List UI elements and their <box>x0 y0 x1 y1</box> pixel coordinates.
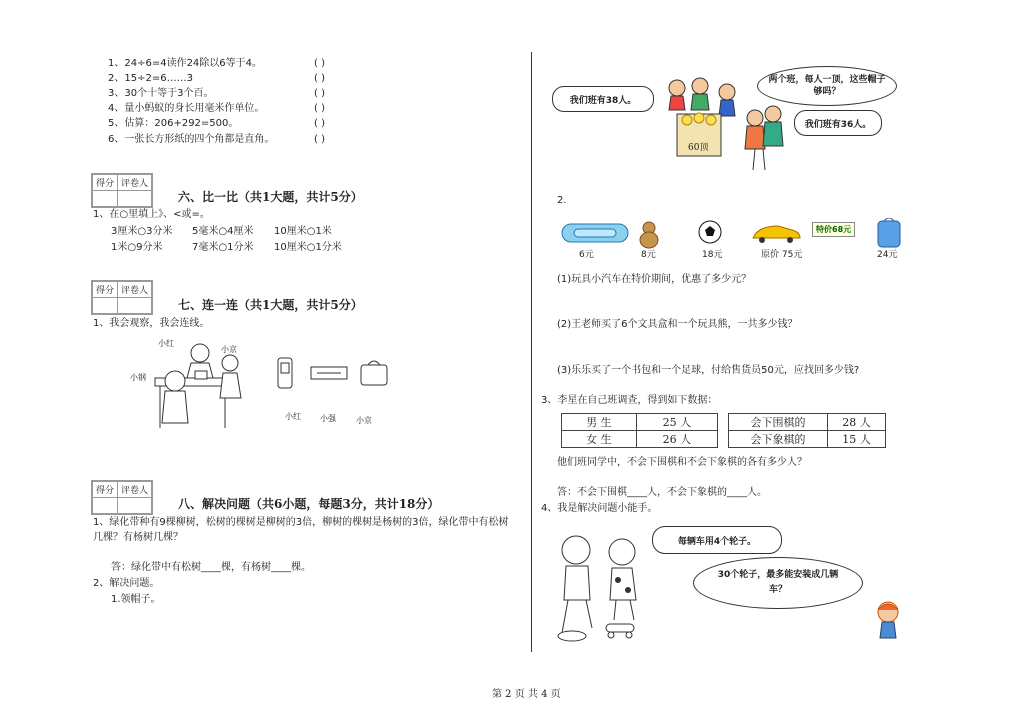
score-box <box>91 480 153 515</box>
question-text: 几棵？有杨树几棵？ <box>93 532 183 543</box>
table-cell: 28 人 <box>827 414 885 431</box>
question-text: 他们班同学中，不会下围棋和不会下象棋的各有多少人？ <box>557 457 807 468</box>
question-text: (2)王老师买了6个文具盒和一个玩具熊，一共多少钱？ <box>557 319 798 330</box>
speech-bubble: 两个班，每人一顶，这些帽子够吗？ <box>757 66 897 106</box>
judge-item: 5、估算：206+292=500。 <box>108 118 239 129</box>
speech-bubble: 我们班有36人。 <box>794 110 882 136</box>
reviewer-cell[interactable] <box>118 191 152 207</box>
kid-name-label: 小红 <box>158 339 174 348</box>
question-text: 1、在○里填上》、<或=。 <box>93 209 210 220</box>
answer-paren[interactable]: ( ) <box>314 103 325 114</box>
score-label: 得分 <box>93 175 118 191</box>
answer-text[interactable]: 答：不会下围棋____人，不会下象棋的____人。 <box>557 487 767 498</box>
table-cell: 会下象棋的 <box>729 431 828 448</box>
object-name-label: 小红 <box>285 412 301 421</box>
speech-bubble: 每辆车用4个轮子。 <box>652 526 782 554</box>
score-cell[interactable] <box>93 191 118 207</box>
compare-item: 1米○9分米 <box>111 242 163 253</box>
speech-bubble: 30个轮子，最多能安装成几辆车？ <box>693 557 863 609</box>
page-footer: 第 2 页 共 4 页 <box>492 689 561 700</box>
price-label: 8元 <box>641 250 656 260</box>
question-text: 2、解决问题。 <box>93 578 160 589</box>
section-title: 八、解决问题（共6小题，每题3分，共计18分） <box>178 497 440 511</box>
objects-illustration <box>273 355 393 395</box>
compare-item: 10厘米○1分米 <box>274 242 342 253</box>
kid-name-label: 小钢 <box>130 373 146 382</box>
reviewer-label: 评卷人 <box>118 175 152 191</box>
reviewer-cell[interactable] <box>118 298 152 314</box>
survey-table-gender <box>561 413 718 448</box>
answer-text[interactable]: 答：绿化带中有松树____棵，有杨树____棵。 <box>111 562 311 573</box>
question-text: 1.领帽子。 <box>111 594 161 605</box>
price-label: 24元 <box>877 250 898 260</box>
object-name-label: 小京 <box>356 416 372 425</box>
score-cell[interactable] <box>93 498 118 514</box>
reviewer-label: 评卷人 <box>118 282 152 298</box>
section-title: 七、连一连（共1大题，共计5分） <box>178 298 363 312</box>
question-text: 3、李星在自己班调查，得到如下数据： <box>541 395 718 406</box>
question-number: 2. <box>557 195 567 206</box>
question-text: 1、绿化带种有9棵柳树，松树的棵树是柳树的3倍，柳树的棵树是杨树的3倍，绿化带中有松树 <box>93 517 509 528</box>
answer-paren[interactable]: ( ) <box>314 134 325 145</box>
kids-with-hats-illustration <box>655 74 795 174</box>
column-divider <box>531 52 532 652</box>
survey-table-chess <box>728 413 886 448</box>
judge-item: 4、量小蚂蚁的身长用毫米作单位。 <box>108 103 265 114</box>
table-cell: 25 人 <box>636 414 717 431</box>
special-price-tag: 特价68元 <box>812 222 855 237</box>
answer-paren[interactable]: ( ) <box>314 73 325 84</box>
answer-paren[interactable]: ( ) <box>314 118 325 129</box>
price-label: 6元 <box>579 250 594 260</box>
score-cell[interactable] <box>93 298 118 314</box>
kids-on-scooters-illustration <box>548 528 658 648</box>
table-cell: 女 生 <box>562 431 637 448</box>
table-cell: 男 生 <box>562 414 637 431</box>
section-title: 六、比一比（共1大题，共计5分） <box>178 190 363 204</box>
kid-name-label: 小京 <box>221 345 237 354</box>
score-box <box>91 280 153 315</box>
compare-item: 10厘米○1米 <box>274 226 332 237</box>
price-label: 原价 75元 <box>761 250 803 260</box>
kids-at-table-illustration <box>125 333 265 433</box>
table-cell: 26 人 <box>636 431 717 448</box>
judge-item: 3、30个十等于3个百。 <box>108 88 214 99</box>
compare-item: 7毫米○1分米 <box>192 242 254 253</box>
compare-item: 5毫米○4厘米 <box>192 226 254 237</box>
object-name-label: 小强 <box>320 414 336 423</box>
reviewer-cell[interactable] <box>118 498 152 514</box>
judge-item: 1、24÷6=4读作24除以6等于4。 <box>108 58 263 69</box>
judge-item: 2、15÷2=6……3 <box>108 73 193 84</box>
score-label: 得分 <box>93 282 118 298</box>
price-label: 18元 <box>702 250 723 260</box>
judge-item: 6、一张长方形纸的四个角都是直角。 <box>108 134 275 145</box>
question-text: (3)乐乐买了一个书包和一个足球，付给售货员50元，应找回多少钱? <box>557 365 860 376</box>
question-text: 1、我会观察，我会连线。 <box>93 318 210 329</box>
score-box <box>91 173 153 208</box>
table-cell: 会下围棋的 <box>729 414 828 431</box>
speech-bubble: 我们班有38人。 <box>552 86 654 112</box>
reviewer-label: 评卷人 <box>118 482 152 498</box>
answer-paren[interactable]: ( ) <box>314 88 325 99</box>
question-text: 4、我是解决问题小能手。 <box>541 503 658 514</box>
girl-avatar-illustration <box>874 600 902 640</box>
compare-item: 3厘米○3分米 <box>111 226 173 237</box>
box-label: 60顶 <box>688 143 709 153</box>
score-label: 得分 <box>93 482 118 498</box>
answer-paren[interactable]: ( ) <box>314 58 325 69</box>
table-cell: 15 人 <box>827 431 885 448</box>
question-text: (1)玩具小汽车在特价期间，优惠了多少元？ <box>557 274 752 285</box>
